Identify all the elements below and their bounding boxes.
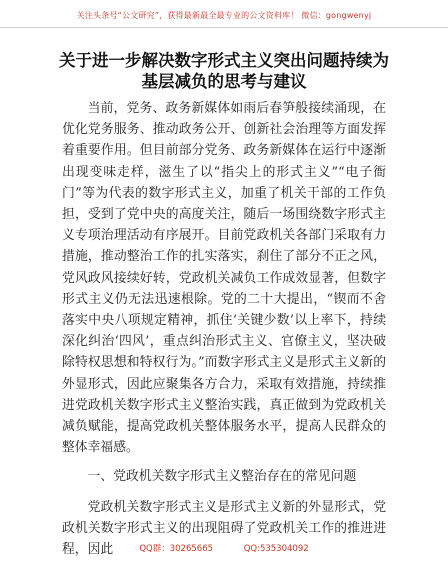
header-banner: 关注头条号“公文研究”，获得最新最全最专业的公文资料库！ 微信：gongwenyj — [76, 11, 372, 20]
title-line-2: 基层减负的思考与建议 — [141, 72, 307, 91]
footer-qq-group: QQ群：30265665 — [139, 544, 214, 554]
header-divider — [0, 27, 448, 28]
footer-qq: QQ:535304092 — [243, 544, 309, 554]
footer-contact — [0, 542, 448, 554]
section-heading-1: 一、党政机关数字形式主义整治存在的常见问题 — [87, 469, 357, 485]
document-title — [40, 50, 408, 92]
title-line-1: 关于进一步解决数字形式主义突出问题持续为 — [59, 51, 389, 70]
document-body — [62, 98, 386, 560]
body-paragraph-2: 党政机关数字形式主义是形式主义新的外显形式，党政机关数字形式主义的出现阻碍了党政机关工作的推进进程，因此 — [62, 499, 386, 558]
body-paragraph-1: 当前，党务、政务新媒体如雨后春笋般接续涌现，在优化党务服务、推动政务公开、创新社会治理等方面发挥着重要作用。但目前部分党务、政务新媒体在运行中逐渐出现变味走样，滋生了以“指尖上的形式主义”“电子衙门”等为代表的数字形式主义，加重了机关干部的工作负担，受到了党中央的高度关注，随后一场围绕数字形式主义专项治理活动有序展开。目前党政机关各部门采取有力措施，推动整治工作的扎实落实，刹住了部分不正之风，党风政风接续好转，党政机关减负工作成效显著，但数字形式主义仍无法迅速根除。党的二十大提出，“锲而不舍落实中央八项规定精神，抓住‘关键少数’以上率下，持续深化纠治‘四风’，重点纠治形式主义、官僚主义，坚决破除特权思想和特权行为。”而数字形式主义是形式主义新的外显形式，因此应聚集各方合力，采取有效措施，持续推进党政机关数字形式主义整治实践，真正做到为党政机关减负赋能，提高党政机关整体服务水平，提高人民群众的整体幸福感。 — [62, 101, 386, 456]
